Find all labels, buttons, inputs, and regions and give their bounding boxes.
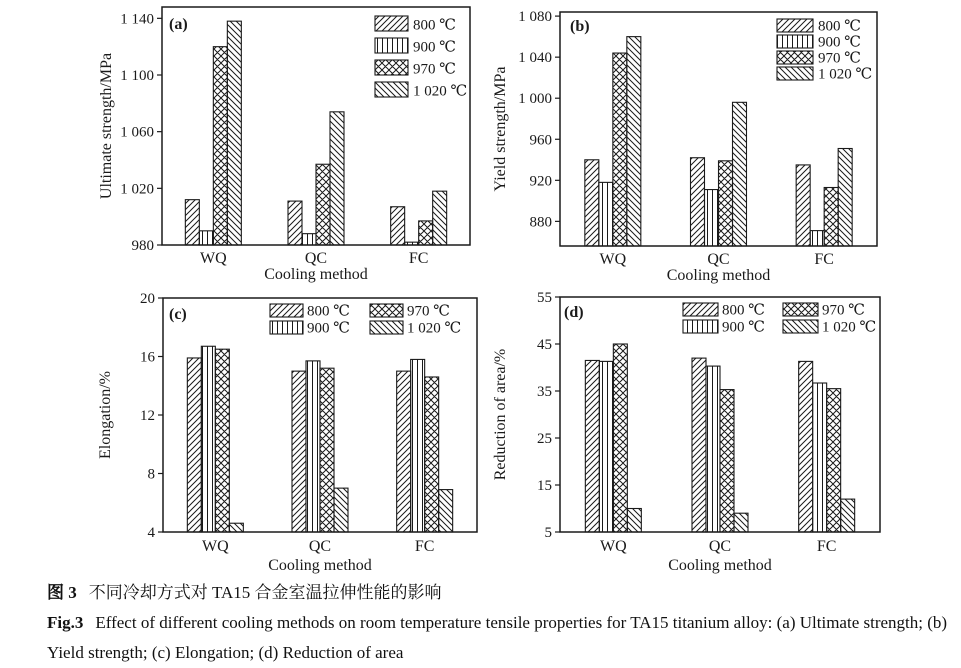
- bar-WQ-1020℃: [627, 37, 641, 246]
- y-axis-title: Elongation/%: [97, 371, 114, 459]
- panel-label: (c): [169, 306, 187, 323]
- legend-label: 800 ℃: [413, 17, 457, 34]
- y-tick-label: 15: [537, 478, 552, 494]
- legend-label: 900 ℃: [413, 39, 457, 56]
- legend-swatch-crosshatch: [375, 60, 408, 75]
- y-axis-title: Reduction of area/%: [492, 348, 509, 481]
- chart-reduction-of-area: [490, 288, 961, 578]
- x-category-label: FC: [408, 250, 429, 267]
- bar-FC-800℃: [397, 371, 411, 532]
- x-axis-title: Cooling method: [666, 267, 771, 284]
- legend-swatch-diag-down: [777, 67, 813, 80]
- legend-swatch-diag-down: [370, 321, 403, 334]
- caption-line-en-2: [47, 638, 947, 668]
- bar-FC-800℃: [391, 207, 405, 245]
- figure-caption: [47, 578, 947, 668]
- y-tick-label: 1 080: [518, 9, 552, 26]
- legend-swatch-diag-down: [783, 320, 818, 333]
- legend-label: 900 ℃: [722, 319, 766, 336]
- bar-QC-1020℃: [733, 102, 747, 246]
- y-tick-label: 1 100: [120, 68, 154, 84]
- panel-label: (b): [570, 18, 590, 35]
- y-tick-label: 4: [147, 525, 155, 541]
- y-tick-label: 920: [529, 173, 552, 190]
- caption-en-label: Fig.3: [47, 613, 84, 632]
- x-category-label: WQ: [202, 538, 229, 555]
- bar-QC-1020℃: [734, 513, 748, 532]
- y-tick-label: 960: [529, 132, 552, 149]
- y-tick-label: 25: [537, 431, 552, 447]
- y-tick-label: 35: [537, 384, 552, 400]
- legend-label: 800 ℃: [307, 303, 351, 320]
- bar-WQ-1020℃: [229, 523, 243, 532]
- bar-FC-1020℃: [841, 499, 855, 532]
- legend-swatch-diag-up: [270, 304, 303, 317]
- legend-label: 900 ℃: [307, 320, 351, 337]
- bar-FC-970℃: [824, 188, 838, 247]
- y-tick-label: 1 060: [120, 124, 154, 141]
- x-category-label: QC: [308, 538, 332, 555]
- bar-WQ-900℃: [599, 361, 613, 532]
- bar-FC-800℃: [799, 361, 813, 532]
- y-tick-label: 880: [529, 214, 552, 231]
- bar-WQ-970℃: [613, 344, 627, 532]
- legend-label: 800 ℃: [818, 18, 862, 35]
- bar-QC-970℃: [719, 161, 733, 246]
- legend-label: 1 020 ℃: [822, 319, 877, 336]
- bar-WQ-900℃: [201, 346, 215, 532]
- y-axis-title: Ultimate strength/MPa: [98, 52, 115, 200]
- x-category-label: WQ: [200, 250, 227, 267]
- y-tick-label: 8: [147, 466, 155, 483]
- y-tick-label: 20: [140, 291, 155, 307]
- bar-QC-900℃: [705, 190, 719, 246]
- caption-zh-label: 图 3: [47, 583, 77, 602]
- y-tick-label: 1 040: [518, 50, 552, 67]
- y-axis-title: Yield strength/MPa: [492, 66, 509, 192]
- chart-ultimate-strength: [95, 0, 485, 290]
- x-axis-title: Cooling method: [264, 266, 368, 283]
- legend-label: 970 ℃: [822, 302, 866, 319]
- bar-QC-800℃: [691, 158, 705, 246]
- bar-QC-1020℃: [334, 488, 348, 532]
- x-category-label: FC: [816, 538, 837, 555]
- caption-line-en-1: [47, 608, 947, 638]
- y-tick-label: 16: [140, 349, 155, 366]
- x-category-label: QC: [707, 251, 730, 268]
- panel-label: (a): [169, 16, 188, 33]
- x-category-label: FC: [814, 251, 834, 268]
- legend-swatch-vertical: [270, 321, 303, 334]
- bar-FC-800℃: [796, 165, 810, 246]
- bar-FC-900℃: [405, 242, 419, 245]
- bar-FC-970℃: [827, 389, 841, 532]
- x-category-label: QC: [708, 538, 732, 555]
- legend-swatch-diag-down: [375, 82, 408, 97]
- bar-WQ-800℃: [585, 360, 599, 532]
- bar-WQ-800℃: [185, 200, 199, 245]
- bar-WQ-1020℃: [227, 21, 241, 245]
- bar-QC-800℃: [692, 358, 706, 532]
- bar-WQ-900℃: [599, 182, 613, 246]
- x-category-label: WQ: [599, 251, 627, 268]
- caption-line-zh: [47, 578, 947, 608]
- legend-label: 1 020 ℃: [413, 83, 468, 100]
- bar-QC-900℃: [302, 234, 316, 245]
- bar-WQ-970℃: [215, 349, 229, 532]
- bar-QC-970℃: [720, 390, 734, 532]
- bar-WQ-800℃: [585, 160, 599, 246]
- bar-WQ-800℃: [187, 358, 201, 532]
- bar-FC-1020℃: [433, 191, 447, 245]
- chart-elongation: [95, 288, 485, 578]
- y-tick-label: 1 020: [120, 181, 154, 198]
- bar-WQ-970℃: [613, 53, 627, 246]
- bar-QC-970℃: [316, 164, 330, 245]
- legend-label: 900 ℃: [818, 34, 862, 51]
- y-tick-label: 980: [131, 238, 154, 254]
- bar-FC-900℃: [411, 359, 425, 532]
- legend-swatch-diag-up: [683, 303, 718, 316]
- bar-FC-1020℃: [838, 149, 852, 247]
- caption-en-text-2: Yield strength; (c) Elongation; (d) Reduction of area: [47, 643, 404, 662]
- legend-swatch-crosshatch: [783, 303, 818, 316]
- bar-QC-800℃: [288, 201, 302, 245]
- y-tick-label: 1 140: [120, 11, 154, 28]
- x-category-label: QC: [304, 250, 328, 267]
- y-tick-label: 5: [544, 525, 552, 541]
- bar-FC-900℃: [813, 383, 827, 532]
- caption-en-text-1: Effect of different cooling methods on room temperature tensile properties for TA15 titanium alloy: (a) Ultimate strength; (b): [95, 613, 948, 632]
- bar-FC-900℃: [810, 231, 824, 246]
- legend-swatch-vertical: [777, 35, 813, 48]
- bar-WQ-1020℃: [627, 509, 641, 533]
- legend-swatch-diag-up: [777, 19, 813, 32]
- legend-swatch-crosshatch: [370, 304, 403, 317]
- x-category-label: FC: [414, 538, 435, 555]
- x-axis-title: Cooling method: [268, 557, 372, 574]
- legend-swatch-diag-up: [375, 16, 408, 31]
- bar-QC-900℃: [706, 366, 720, 532]
- bar-QC-800℃: [292, 371, 306, 532]
- chart-yield-strength: [490, 0, 961, 290]
- bar-FC-970℃: [419, 221, 433, 245]
- y-tick-label: 12: [140, 408, 155, 424]
- y-tick-label: 1 000: [518, 91, 552, 108]
- legend-label: 970 ℃: [818, 50, 862, 67]
- x-axis-title: Cooling method: [668, 557, 772, 574]
- legend-label: 1 020 ℃: [818, 66, 873, 83]
- legend-swatch-crosshatch: [777, 51, 813, 64]
- caption-zh-text: 不同冷却方式对 TA15 合金室温拉伸性能的影响: [88, 583, 442, 602]
- bar-FC-1020℃: [439, 490, 453, 532]
- legend-swatch-vertical: [683, 320, 718, 333]
- bar-FC-970℃: [425, 377, 439, 532]
- x-category-label: WQ: [600, 538, 627, 555]
- panel-label: (d): [564, 304, 584, 321]
- bar-WQ-970℃: [213, 47, 227, 245]
- bar-WQ-900℃: [199, 231, 213, 245]
- legend-swatch-vertical: [375, 38, 408, 53]
- bar-QC-1020℃: [330, 112, 344, 245]
- bar-QC-970℃: [320, 368, 334, 532]
- legend-label: 970 ℃: [407, 303, 451, 320]
- legend-label: 800 ℃: [722, 302, 766, 319]
- legend-label: 970 ℃: [413, 61, 457, 78]
- legend-label: 1 020 ℃: [407, 320, 462, 337]
- y-tick-label: 45: [537, 337, 552, 353]
- bar-QC-900℃: [306, 361, 320, 532]
- y-tick-label: 55: [537, 290, 552, 306]
